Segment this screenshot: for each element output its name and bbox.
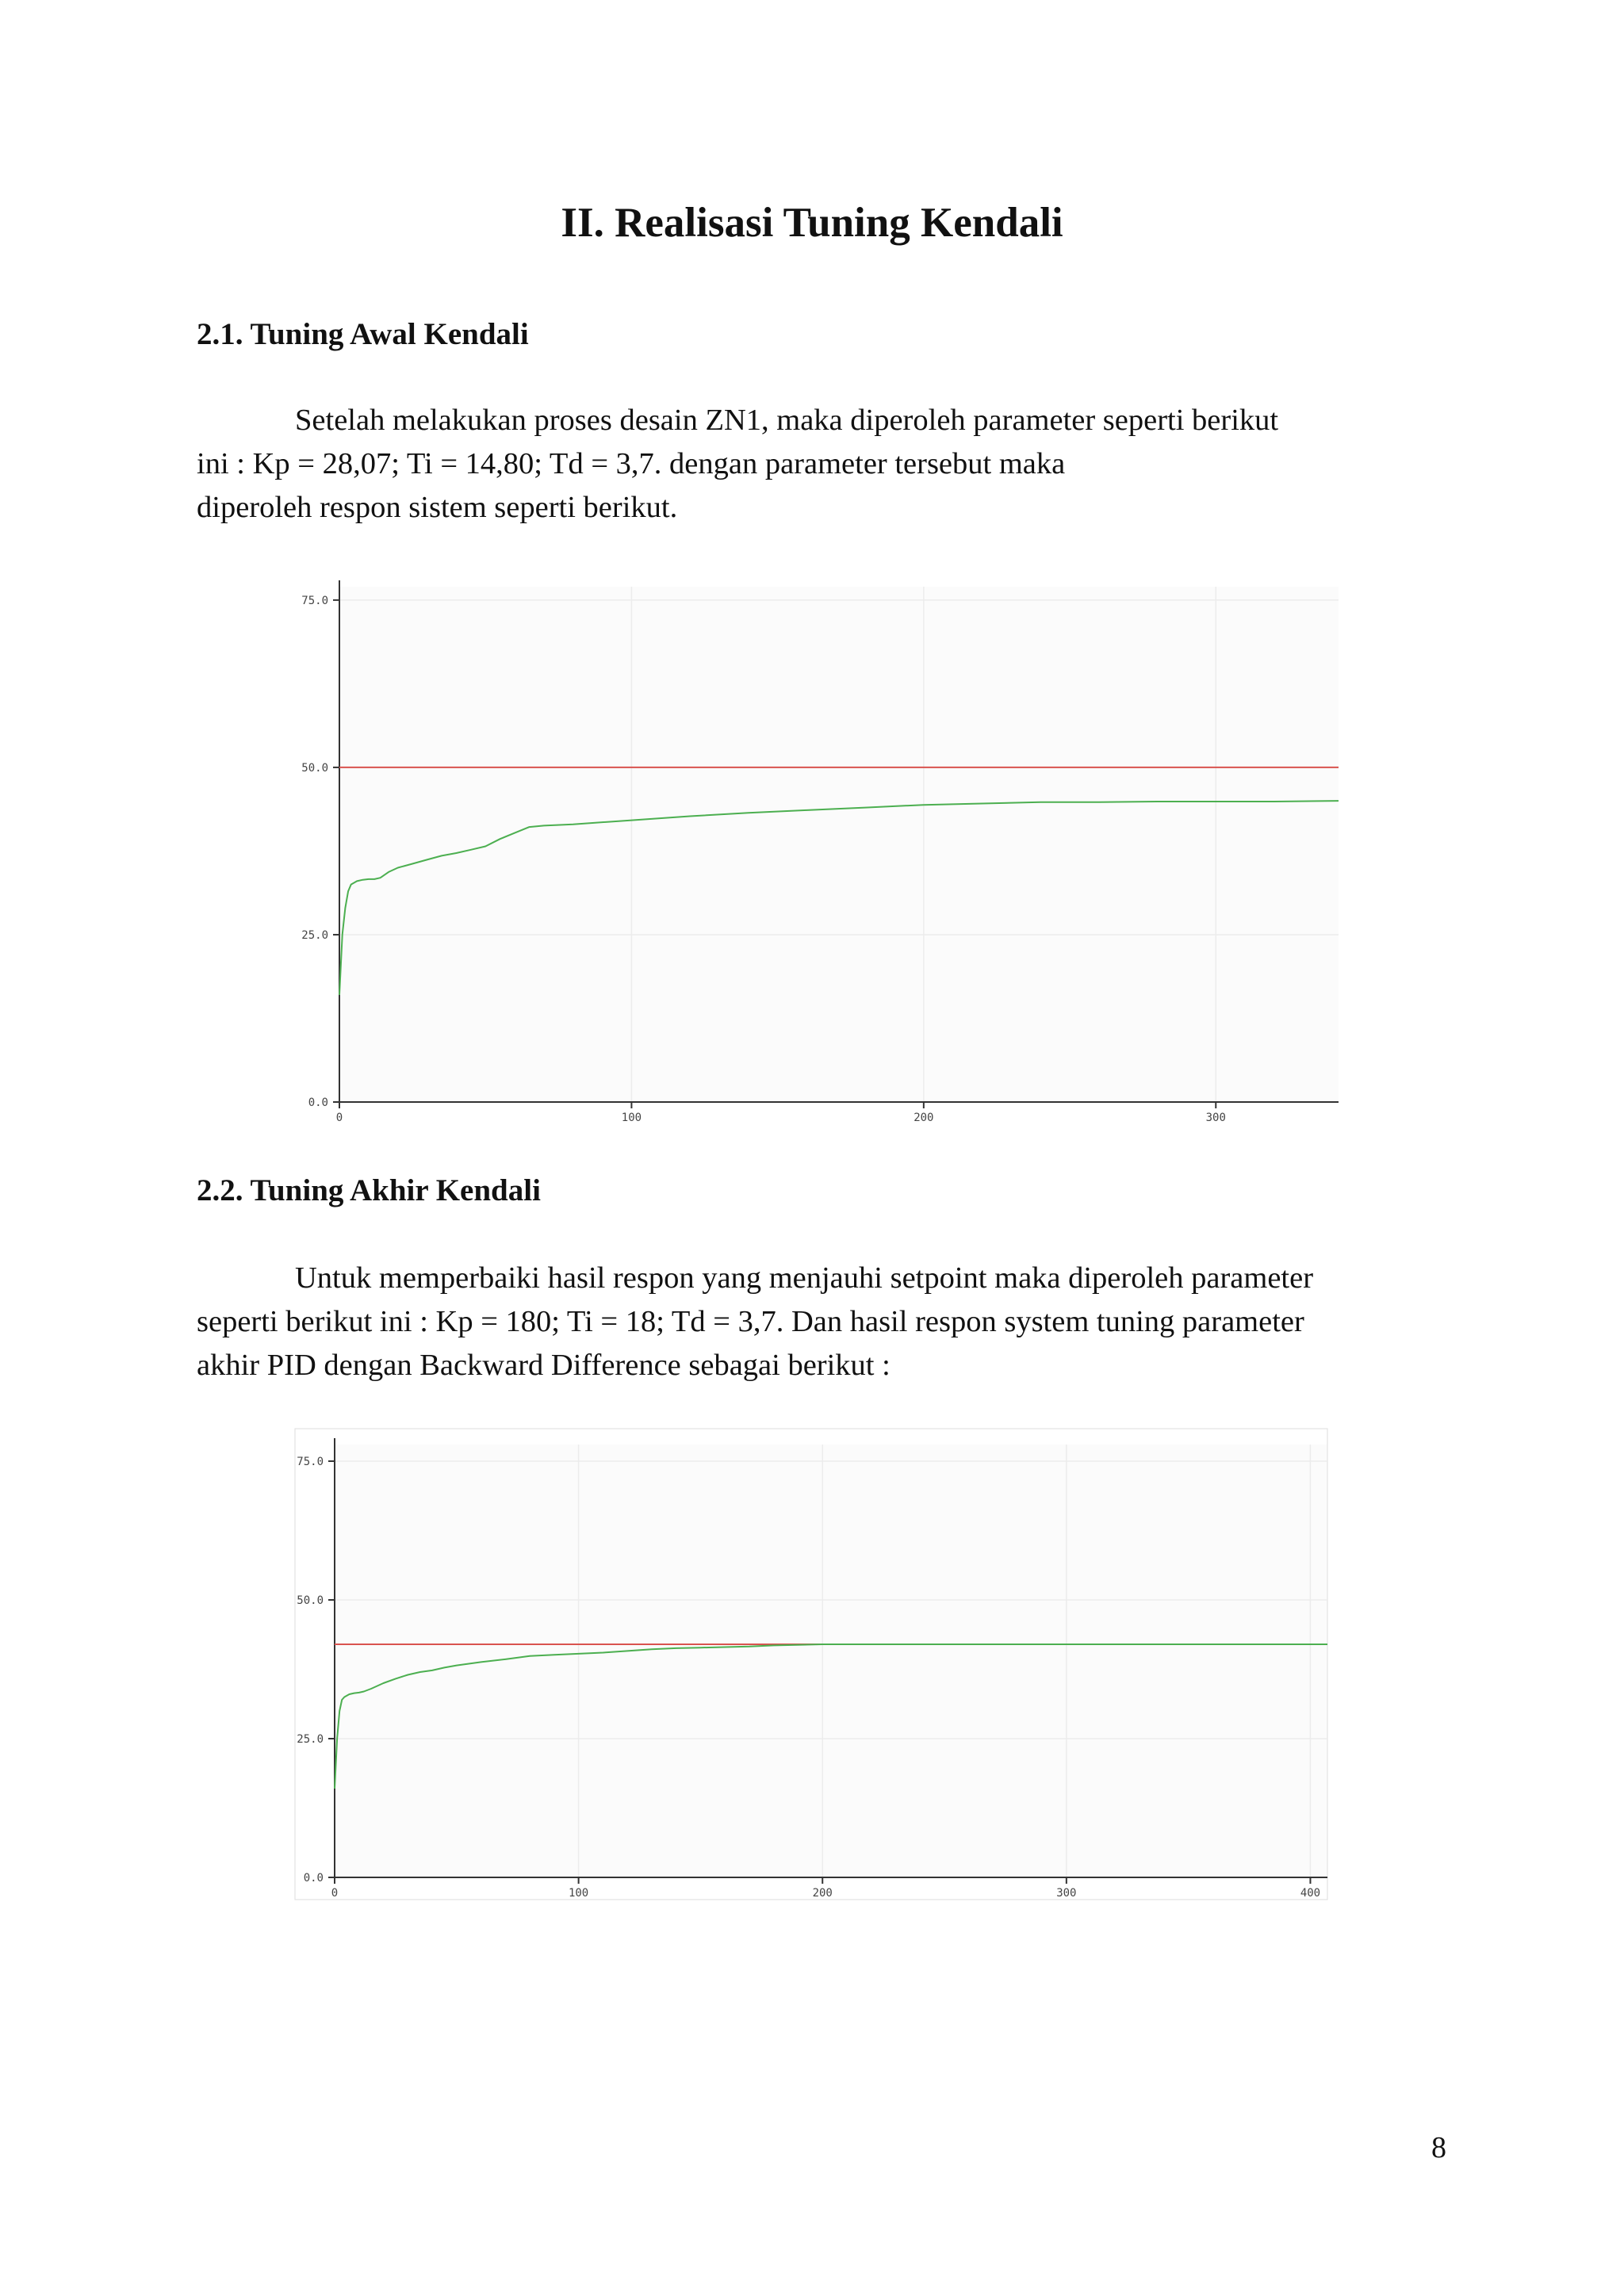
paragraph-line: seperti berikut ini : Kp = 180; Ti = 18; Td = 3,7. Dan hasil respon system tuning parameter: [197, 1305, 1304, 1338]
x-tick-label: 400: [1300, 1887, 1321, 1900]
response-chart-final: [285, 1425, 1348, 1909]
section-heading-tuning-awal: 2.1. Tuning Awal Kendali: [197, 317, 529, 351]
x-tick-label: 100: [621, 1112, 642, 1124]
y-tick-label: 50.0: [301, 761, 328, 775]
paragraph-line: diperoleh respon sistem seperti berikut.: [197, 491, 678, 524]
plot-area: [335, 1445, 1327, 1877]
x-tick-label: 100: [568, 1887, 589, 1900]
x-tick-label: 200: [812, 1887, 833, 1900]
y-tick-label: 25.0: [297, 1733, 324, 1746]
page-title: II. Realisasi Tuning Kendali: [561, 200, 1063, 246]
x-tick-label: 300: [1056, 1887, 1077, 1900]
x-tick-label: 0: [335, 1112, 343, 1124]
paragraph-line: Setelah melakukan proses desain ZN1, maka diperoleh parameter seperti berikut: [295, 404, 1279, 437]
x-tick-label: 0: [331, 1887, 339, 1900]
x-tick-label: 200: [914, 1112, 934, 1124]
y-tick-label: 75.0: [297, 1456, 324, 1468]
response-chart-initial-figure: [285, 569, 1348, 1124]
x-tick-label: 300: [1205, 1112, 1226, 1124]
paragraph-tuning-akhir: [197, 1257, 1442, 1387]
response-chart-final-figure: [285, 1425, 1348, 1909]
y-tick-label: 25.0: [301, 928, 328, 942]
response-chart-initial: [285, 569, 1348, 1124]
y-tick-label: 50.0: [297, 1594, 324, 1607]
y-tick-label: 75.0: [301, 594, 328, 607]
page-number: 8: [1431, 2131, 1446, 2164]
paragraph-tuning-awal: [197, 399, 1442, 530]
y-tick-label: 0.0: [303, 1872, 324, 1885]
paragraph-line: Untuk memperbaiki hasil respon yang menjauhi setpoint maka diperoleh parameter: [295, 1261, 1314, 1295]
paragraph-line: ini : Kp = 28,07; Ti = 14,80; Td = 3,7. dengan parameter tersebut maka: [197, 447, 1066, 480]
y-tick-label: 0.0: [308, 1096, 328, 1109]
paragraph-line: akhir PID dengan Backward Difference sebagai berikut :: [197, 1349, 891, 1382]
section-heading-tuning-akhir: 2.2. Tuning Akhir Kendali: [197, 1173, 541, 1207]
